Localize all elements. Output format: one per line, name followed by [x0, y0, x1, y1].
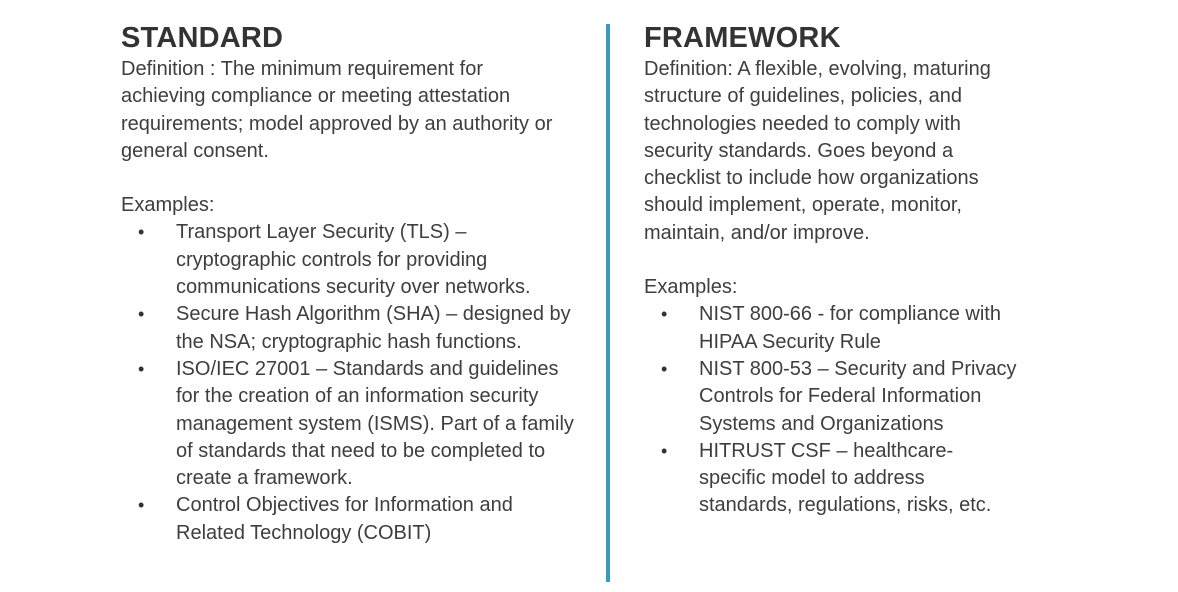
framework-column	[644, 20, 1064, 520]
list-item	[121, 492, 586, 547]
standard-definition: Definition : The minimum requirement for achieving compliance or meeting attestation requirements; model approved by an authority or general consent.	[121, 58, 553, 162]
list-item-text: ISO/IEC 27001 – Standards and guidelines for the creation of an information security management system (ISMS). Part of a family of standards that need to be completed to create a framework.	[176, 357, 574, 490]
bullet-icon: •	[138, 495, 145, 516]
list-item	[121, 356, 586, 492]
list-item	[121, 301, 586, 356]
list-item-text: Secure Hash Algorithm (SHA) – designed by the NSA; cryptographic hash functions.	[176, 303, 571, 353]
list-item-text: Transport Layer Security (TLS) – cryptographic controls for providing communications security over networks.	[176, 221, 531, 299]
framework-heading: FRAMEWORK	[644, 22, 841, 54]
standard-examples-list	[121, 219, 591, 547]
bullet-icon: •	[138, 304, 145, 325]
bullet-icon: •	[138, 222, 145, 243]
list-item	[121, 219, 586, 301]
standard-column	[121, 20, 591, 547]
list-item-text: HITRUST CSF – healthcare-specific model to address standards, regulations, risks, etc.	[699, 439, 992, 517]
list-item	[644, 301, 1019, 356]
list-item	[644, 438, 1019, 520]
standard-examples-label: Examples:	[121, 194, 215, 217]
bullet-icon: •	[138, 358, 145, 379]
list-item-text: Control Objectives for Information and Related Technology (COBIT)	[176, 494, 513, 544]
standard-heading: STANDARD	[121, 22, 284, 54]
list-item-text: NIST 800-53 – Security and Privacy Controls for Federal Information Systems and Organizations	[699, 357, 1017, 435]
framework-examples-list	[644, 301, 1064, 519]
list-item	[644, 356, 1019, 438]
bullet-icon: •	[661, 358, 668, 379]
framework-examples-label: Examples:	[644, 276, 738, 299]
bullet-icon: •	[661, 440, 668, 461]
list-item-text: NIST 800-66 - for compliance with HIPAA Security Rule	[699, 303, 1001, 353]
column-divider	[606, 24, 610, 582]
framework-definition: Definition: A flexible, evolving, maturing structure of guidelines, policies, and technologies needed to comply with security standards. Goes beyond a checklist to include how organizations should implement, operate, monitor, maintain, and/or improve.	[644, 58, 991, 244]
bullet-icon: •	[661, 304, 668, 325]
